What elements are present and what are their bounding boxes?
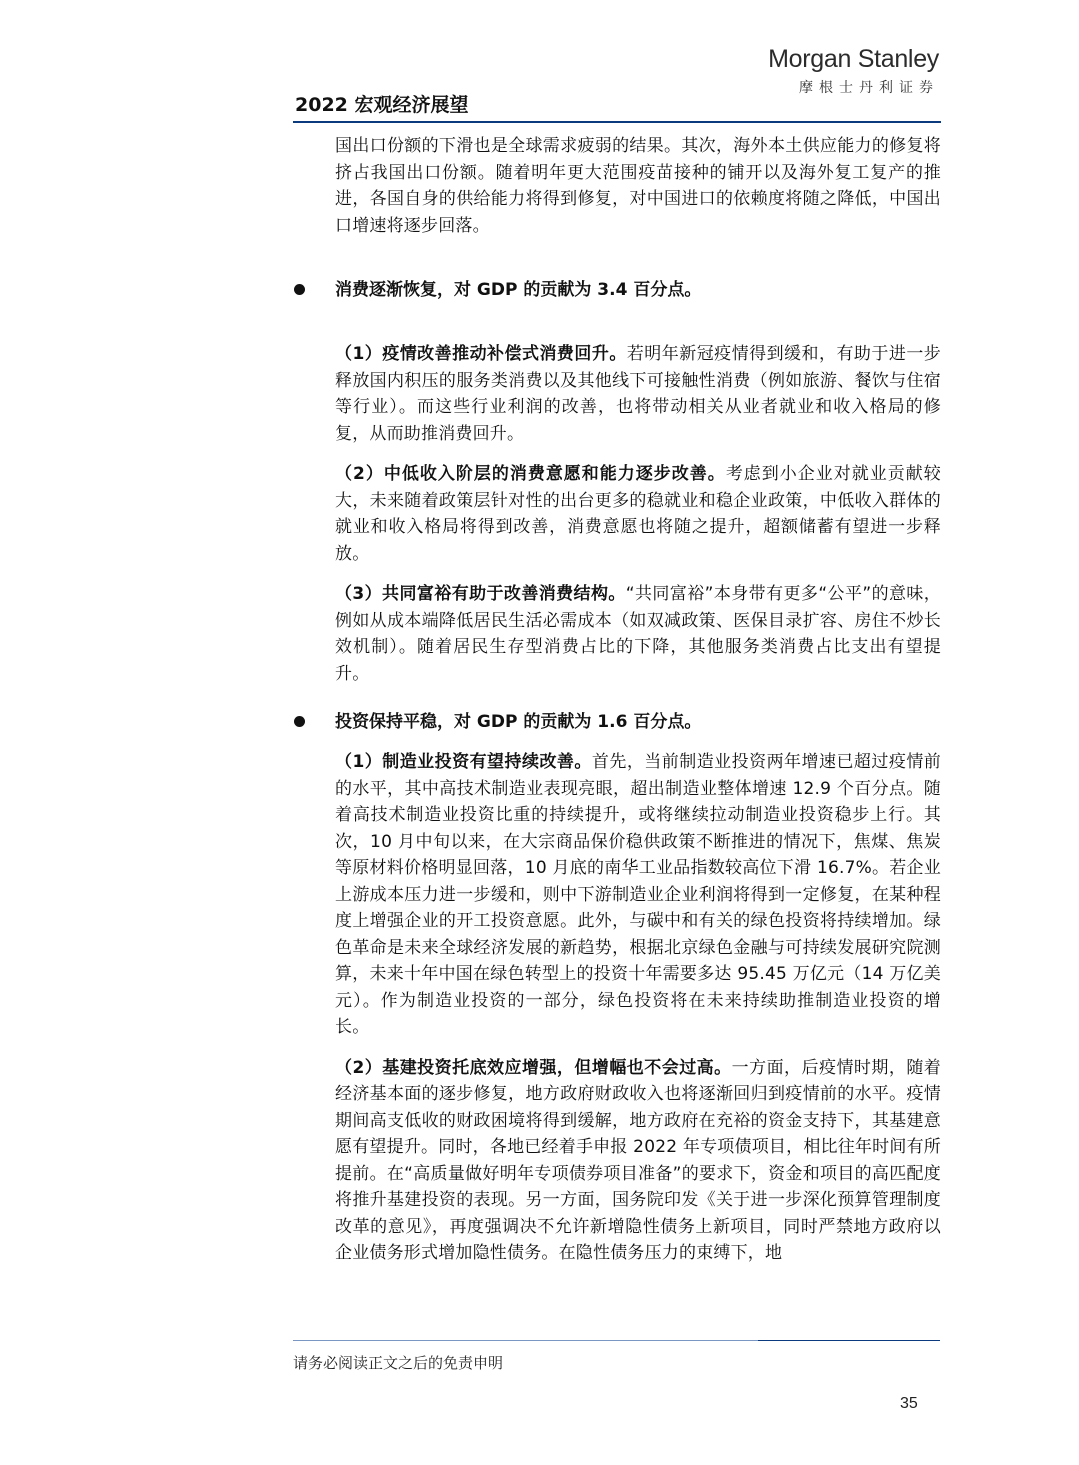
document-title: 2022 宏观经济展望 <box>295 94 469 116</box>
disclaimer-text: 请务必阅读正文之后的免责申明 <box>293 1354 504 1372</box>
paragraph-lead: （2）基建投资托底效应增强，但增幅也不会过高。 <box>335 1057 732 1078</box>
brand-logo <box>768 44 939 97</box>
paragraph <box>335 581 941 687</box>
paragraph-text: 考虑到小企业对就业贡献较大，未来随着政策层针对性的出台更多的稳就业和稳企业政策，中低收入群体的就业和收入格局将得到改善，消费意愿也将随之提升，超额储蓄有望进一步释放。 <box>335 464 941 564</box>
paragraph <box>335 749 941 1041</box>
bullet-icon <box>294 284 305 295</box>
paragraph-text: 若明年新冠疫情得到缓和，有助于进一步释放国内积压的服务类消费以及其他线下可接触性消费（例如旅游、餐饮与住宿等行业）。而这些行业利润的改善，也将带动相关从业者就业和收入格局的修复，从而助推消费回升。 <box>335 344 941 444</box>
brand-name-cn: 摩根士丹利证券 <box>799 80 939 96</box>
section-investment <box>335 709 941 735</box>
paragraph-text: 一方面，后疫情时期，随着经济基本面的逐步修复，地方政府财政收入也将逐渐回归到疫情前的水平。疫情期间高支低收的财政困境将得到缓解，地方政府在充裕的资金支持下，其基建意愿有望提升。同时，各地已经着手申报 2022 年专项债项目，相比往年时间有所提前。在“高质量做好明年专项债券项目准备”的要求下，资金和项目的高匹配度将推升基建投资的表现。另一方面，国务院印发《关于进一步深化预算管理制度改革的意见》，再度强调决不允许新增隐性债务上新项目，同时严禁地方政府以企业债务形式增加隐性债务。在隐性债务压力的束缚下，地 <box>335 1057 941 1263</box>
section-heading: 投资保持平稳，对 GDP 的贡献为 1.6 百分点。 <box>335 712 702 732</box>
paragraph-text: “共同富裕”本身带有更多“公平”的意味，例如从成本端降低居民生活必需成本（如双减政策、医保目录扩容、房住不炒长效机制）。随着居民生存型消费占比的下降，其他服务类消费占比支出有望提升。 <box>335 584 941 684</box>
paragraph <box>335 341 941 447</box>
paragraph-text: 首先，当前制造业投资两年增速已超过疫情前的水平，其中高技术制造业表现亮眼，超出制造业整体增速 12.9 个百分点。随着高技术制造业投资比重的持续提升，或将继续拉动制造业投资稳步上行。其次，10 月中旬以来，在大宗商品保价稳供政策不断推进的情况下，焦煤、焦炭等原材料价格明显回落，10 月底的南华工业品指数较高位下滑 16.7%。若企业上游成本压力进一步缓和，则中下游制造业企业利润将得到一定修复，在某种程度上增强企业的开工投资意愿。此外，与碳中和有关的绿色投资将持续增加。绿色革命是未来全球经济发展的新趋势，根据北京绿色金融与可持续发展研究院测算，未来十年中国在绿色转型上的投资十年需要多达 95.45 万亿元（14 万亿美元）。作为制造业投资的一部分，绿色投资将在未来持续助推制造业投资的增长。 <box>335 752 941 1037</box>
paragraph-lead: （2）中低收入阶层的消费意愿和能力逐步改善。 <box>335 464 726 484</box>
brand-name-en: Morgan Stanley <box>768 45 939 73</box>
footer-divider <box>293 1340 758 1341</box>
header-divider <box>293 121 941 123</box>
paragraph-lead: （1）制造业投资有望持续改善。 <box>335 752 592 772</box>
paragraph <box>335 1055 941 1267</box>
intro-paragraph: 国出口份额的下滑也是全球需求疲弱的结果。其次，海外本土供应能力的修复将挤占我国出口份额。随着明年更大范围疫苗接种的铺开以及海外复工复产的推进，各国自身的供给能力将得到修复，对中国进口的依赖度将随之降低，中国出口增速将逐步回落。 <box>335 136 941 236</box>
paragraph-lead: （1）疫情改善推动补偿式消费回升。 <box>335 344 627 364</box>
section-heading: 消费逐渐恢复，对 GDP 的贡献为 3.4 百分点。 <box>335 280 702 300</box>
page-number: 35 <box>900 1395 918 1412</box>
paragraph-lead: （3）共同富裕有助于改善消费结构。 <box>335 584 626 604</box>
paragraph <box>335 461 941 567</box>
bullet-icon <box>294 716 305 727</box>
footer-divider-accent <box>758 1340 940 1341</box>
section-consumption <box>335 277 941 303</box>
main-content <box>335 133 941 1267</box>
